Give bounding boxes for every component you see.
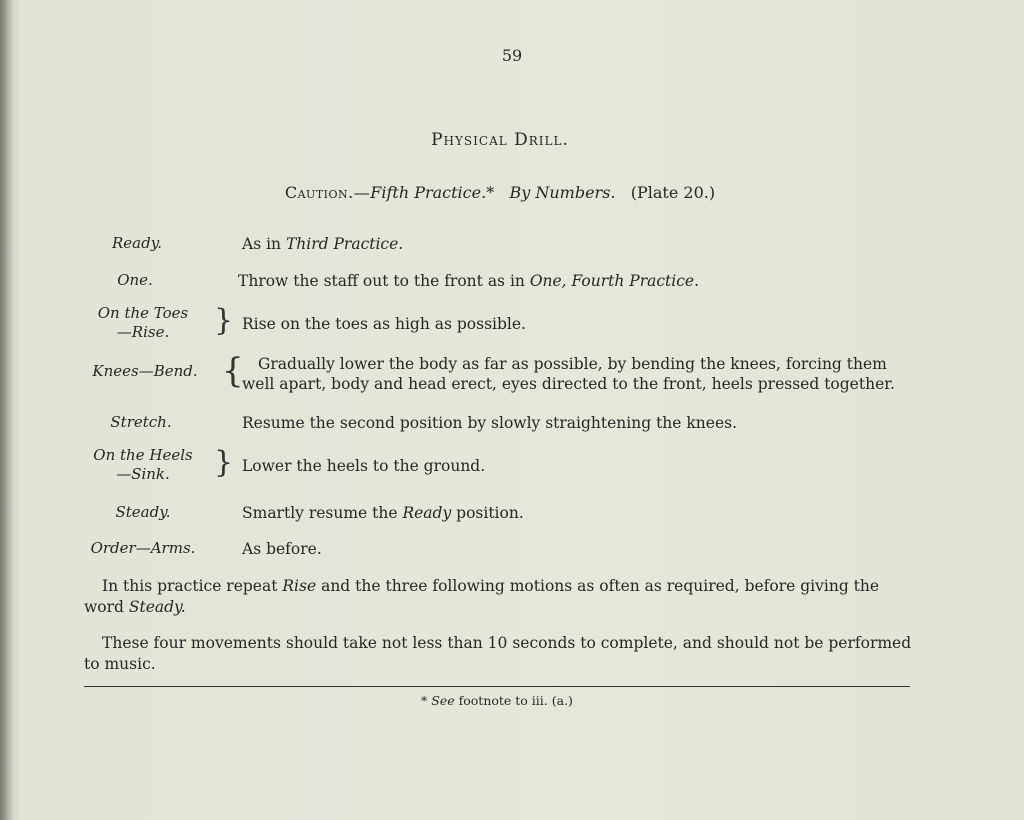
step-stretch-text: Resume the second position by slowly straightening the knees.: [242, 414, 737, 432]
caution-practice: Fifth Practice.*: [370, 183, 495, 202]
command-order-arms: Order—Arms.: [90, 539, 196, 557]
right-brace-icon: }: [214, 445, 234, 480]
caution-method: By Numbers.: [509, 183, 616, 202]
right-brace-icon: }: [214, 303, 234, 338]
timing-paragraph: These four movements should take not less than 10 seconds to complete, and should not be performed to music.: [84, 634, 912, 673]
command-knees-bend: Knees—Bend.: [92, 362, 198, 380]
page-number: 59: [501, 46, 523, 65]
left-brace-icon: {: [222, 351, 244, 391]
command-on-the-heels-sink: On the Heels —Sink.: [93, 446, 193, 483]
step-sink-text: Lower the heels to the ground.: [242, 457, 486, 475]
caution-plate: (Plate 20.): [630, 183, 716, 202]
command-on-the-toes-rise: On the Toes —Rise.: [97, 304, 189, 341]
caution-prefix: Caution.—: [284, 183, 371, 202]
step-order-arms-text: As before.: [242, 540, 322, 558]
command-ready: Ready.: [112, 234, 162, 252]
caution-line: [0, 183, 1000, 202]
footnote: * See footnote to iii. (a.): [421, 693, 573, 708]
command-steady: Steady.: [115, 503, 171, 521]
step-steady-text: Smartly resume the Ready position.: [242, 504, 524, 522]
instruction-paragraph: In this practice repeat Rise and the three following motions as often as required, before giving the word Steady.: [84, 577, 880, 616]
step-bend-text: Gradually lower the body as far as possible, by bending the knees, forcing them well apart, body and head erect, eyes directed to the front, heels pressed together.: [242, 355, 895, 393]
page-heading: Physical Drill.: [431, 130, 569, 150]
footnote-divider: [84, 686, 910, 687]
step-one-text: Throw the staff out to the front as in One, Fourth Practice.: [238, 272, 700, 290]
step-ready-text: As in Third Practice.: [242, 235, 404, 253]
command-stretch: Stretch.: [110, 413, 172, 431]
command-one: One.: [117, 271, 153, 289]
step-rise-text: Rise on the toes as high as possible.: [242, 315, 526, 333]
